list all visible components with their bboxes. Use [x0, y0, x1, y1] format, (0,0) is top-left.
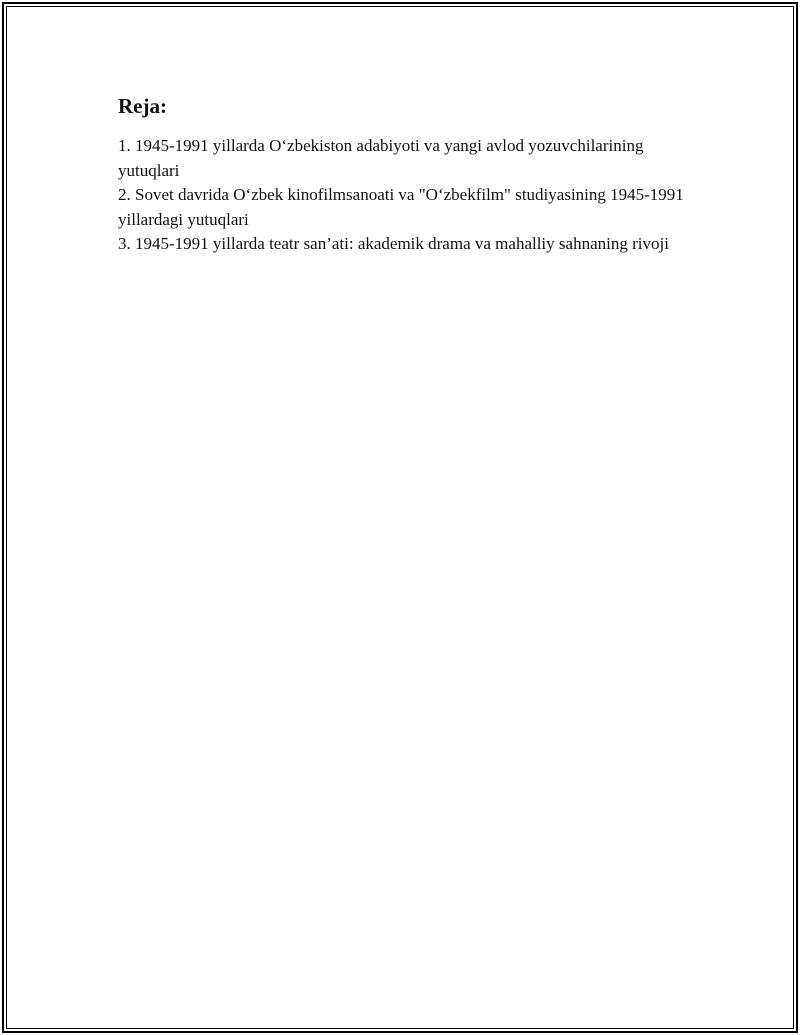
plan-item-2: 2. Sovet davrida O‘zbek kinofilmsanoati va "O‘zbekfilm" studiyasining 1945-1991 yillardagi yutuqlari — [118, 185, 684, 229]
plan-item-3: 3. 1945-1991 yillarda teatr san’ati: akademik drama va mahalliy sahnaning rivoji — [118, 234, 669, 253]
plan-list — [118, 134, 688, 257]
plan-title: Reja: — [118, 94, 167, 118]
document-content — [118, 92, 688, 257]
plan-item-1: 1. 1945-1991 yillarda O‘zbekiston adabiyoti va yangi avlod yozuvchilarining yutuqlari — [118, 136, 644, 180]
